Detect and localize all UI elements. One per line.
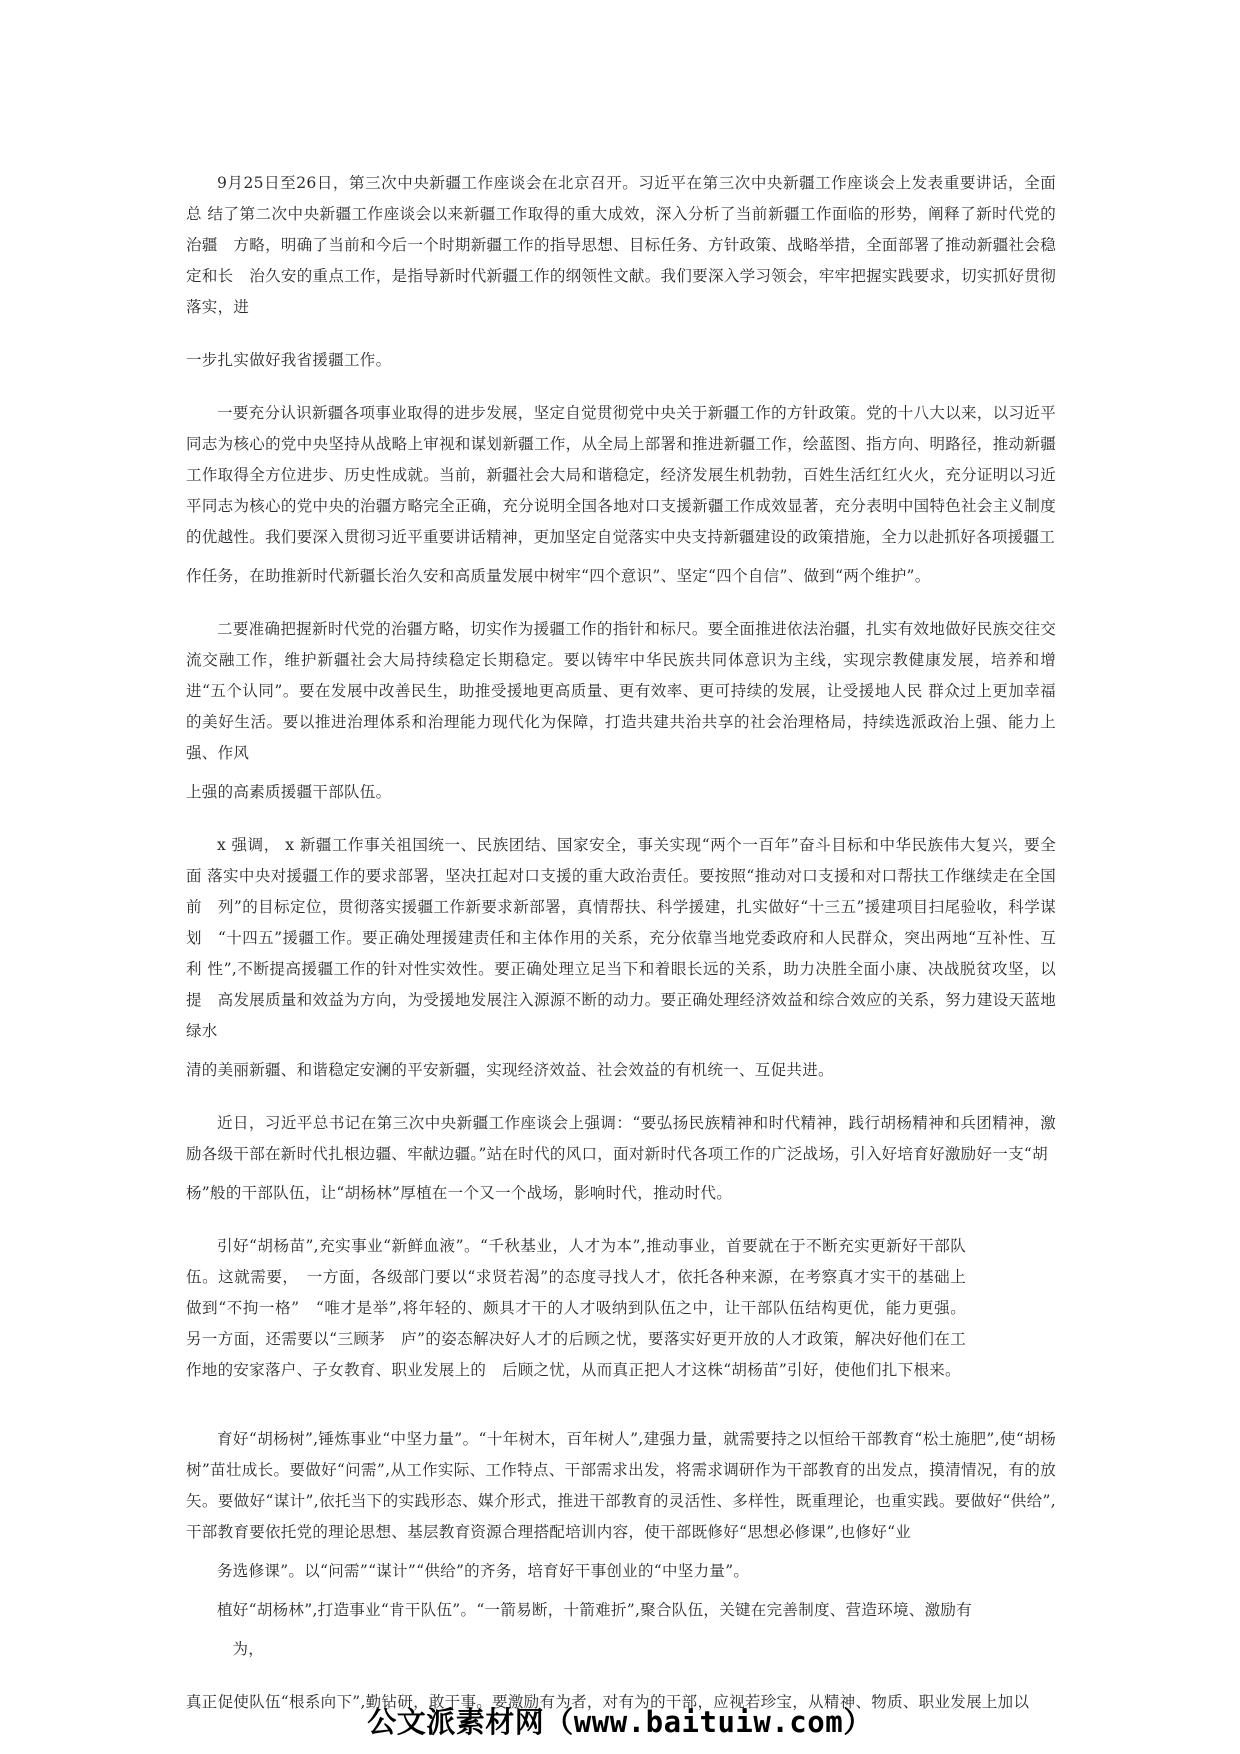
- paragraph-recent: 近日，习近平总书记在第三次中央新疆工作座谈会上强调：“要弘扬民族精神和时代精神，践行胡杨精神和兵团精神，激励各级干部在新时代扎根边疆、牢献边疆。”站在时代的风口，面对新时代各项工作的广泛战场，引入好培育好激励好一支“胡: [186, 1114, 1056, 1163]
- paragraph-forest-continued: 真正促使队伍“根系向下”,勤钻研，敢干事。要激励有为者，对有为的干部，应视若珍宝，从精神、物质、职业发展上加以: [186, 1693, 1030, 1711]
- paragraph-intro-continued: 一步扎实做好我省援疆工作。: [186, 351, 392, 369]
- paragraph-trees: 育好“胡杨树”,锤炼事业“中坚力量”。“十年树木，百年树人”,建强力量，就需要持之以恒给干部教育“松土施肥”,使“胡杨树”苗壮成长。要做好“问需”,从工作实际、工作特点、干部需求出发，将需求调研作为干部教育的出发点，摸清情况，有的放矢。要做好“谋计”,依托当下的实践形态、媒介形式，推进干部教育的灵活性、多样性，既重理论，也重实践。要做好“供给”,干部教育要依托党的理论思想、基层教育资源合理搭配培训内容，使干部既修好“思想必修课”,也修好“业: [186, 1430, 1056, 1541]
- paragraph-emphasis: x 强调， x 新疆工作事关祖国统一、民族团结、国家安全，事关实现“两个一百年”奋斗目标和中华民族伟大复兴，要全面 落实中央对援疆工作的要求部署，坚决扛起对口支援的重大政治责任。要按照“推动对口支援和对口帮扶工作继续走在全国前 列”的目标定位，贯彻落实援疆工作新要求新部署，真情帮扶、科学援建，扎实做好“十三五”援建项目扫尾验收，科学谋划 “十四五”援疆工作。要正确处理援建责任和主体作用的关系，充分依靠当地党委政府和人民群众，突出两地“互补性、互利 性”,不断提高援疆工作的针对性实效性。要正确处理立足当下和着眼长远的关系，助力决胜全面小康、决战脱贫攻坚，以提 高发展质量和效益为方向，为受援地发展注入源源不断的动力。要正确处理经济效益和综合效应的关系，努力建设天蓝地绿水: [186, 836, 1056, 1040]
- paragraph-point-two: 二要准确把握新时代党的治疆方略，切实作为援疆工作的指针和标尺。要全面推进依法治疆，扎实有效地做好民族交往交流交融工作，维护新疆社会大局持续稳定长期稳定。要以铸牢中华民族共同体意识为主线，实现宗教健康发展，培养和增进“五个认同”。要在发展中改善民生，助推受援地更高质量、更有效率、更可持续的发展，让受援地人民 群众过上更加幸福的美好生活。要以推进治理体系和治理能力现代化为保障，打造共建共治共享的社会治理格局，持续选派政治上强、能力上强、作风: [186, 620, 1056, 762]
- paragraph-seedlings: 引好“胡杨苗”,充实事业“新鲜血液”。“千秋基业，人才为本”,推动事业，首要就在于不断充实更新好干部队伍。这就需要， 一方面，各级部门要以“求贤若渴”的态度寻找人才，依托各种来源，在考察真才实干的基础上做到“不拘一格” “唯才是举”,将年轻的、颇具才干的人才吸纳到队伍之中，让干部队伍结构更优，能力更强。另一方面，还需要以“三顾茅 庐”的姿态解决好人才的后顾之忧，要落实好更开放的人才政策，解决好他们在工作地的安家落户、子女教育、职业发展上的 后顾之忧，从而真正把人才这株“胡杨苗”引好，使他们扎下根来。: [186, 1237, 966, 1379]
- paragraph-point-two-continued: 上强的高素质援疆干部队伍。: [186, 783, 392, 801]
- paragraph-point-one: 一要充分认识新疆各项事业取得的进步发展，坚定自觉贯彻党中央关于新疆工作的方针政策。党的十八大以来，以习近平同志为核心的党中央坚持从战略上审视和谋划新疆工作，从全局上部署和推进新疆工作，绘蓝图、指方向、明路径，推动新疆 工作取得全方位进步、历史性成就。当前，新疆社会大局和谐稳定，经济发展生机勃勃，百姓生活红红火火，充分证明以习近 平同志为核心的党中央的治疆方略完全正确，充分说明全国各地对口支援新疆工作成效显著，充分表明中国特色社会主义制度 的优越性。我们要深入贯彻习近平重要讲话精神，更加坚定自觉落实中央支持新疆建设的政策措施，全力以赴抓好各项援疆工: [186, 404, 1056, 546]
- paragraph-forest-fragment: 为，: [232, 1640, 265, 1658]
- paragraph-trees-continued: 务选修课”。以“问需”“谋计”“供给”的齐务，培育好干事创业的“中坚力量”。: [217, 1562, 750, 1580]
- paragraph-recent-continued: 杨”般的干部队伍，让“胡杨林”厚植在一个又一个战场，影响时代，推动时代。: [186, 1184, 733, 1202]
- paragraph-point-one-continued: 作任务，在助推新时代新疆长治久安和高质量发展中树牢“四个意识”、坚定“四个自信”、做到“两个维护”。: [186, 567, 931, 585]
- paragraph-forest: 植好“胡杨林”,打造事业“肯干队伍”。“一箭易断，十箭难折”,聚合队伍，关键在完善制度、营造环境、激励有: [217, 1601, 973, 1619]
- paragraph-intro: 9月25日至26日，第三次中央新疆工作座谈会在北京召开。习近平在第三次中央新疆工作座谈会上发表重要讲话，全面总 结了第二次中央新疆工作座谈会以来新疆工作取得的重大成效，深入分析了当前新疆工作面临的形势，阐释了新时代党的治疆 方略，明确了当前和今后一个时期新疆工作的指导思想、目标任务、方针政策、战略举措，全面部署了推动新疆社会稳定和长 治久安的重点工作，是指导新时代新疆工作的纲领性文献。我们要深入学习领会，牢牢把握实践要求，切实抓好贯彻落实，进: [186, 174, 1056, 316]
- footer-watermark: 公文派素材网（www.baituiw.com）: [367, 1705, 873, 1739]
- paragraph-emphasis-continued: 清的美丽新疆、和谐稳定安澜的平安新疆，实现经济效益、社会效益的有机统一、互促共进。: [186, 1061, 834, 1079]
- document-body: [186, 168, 1056, 1740]
